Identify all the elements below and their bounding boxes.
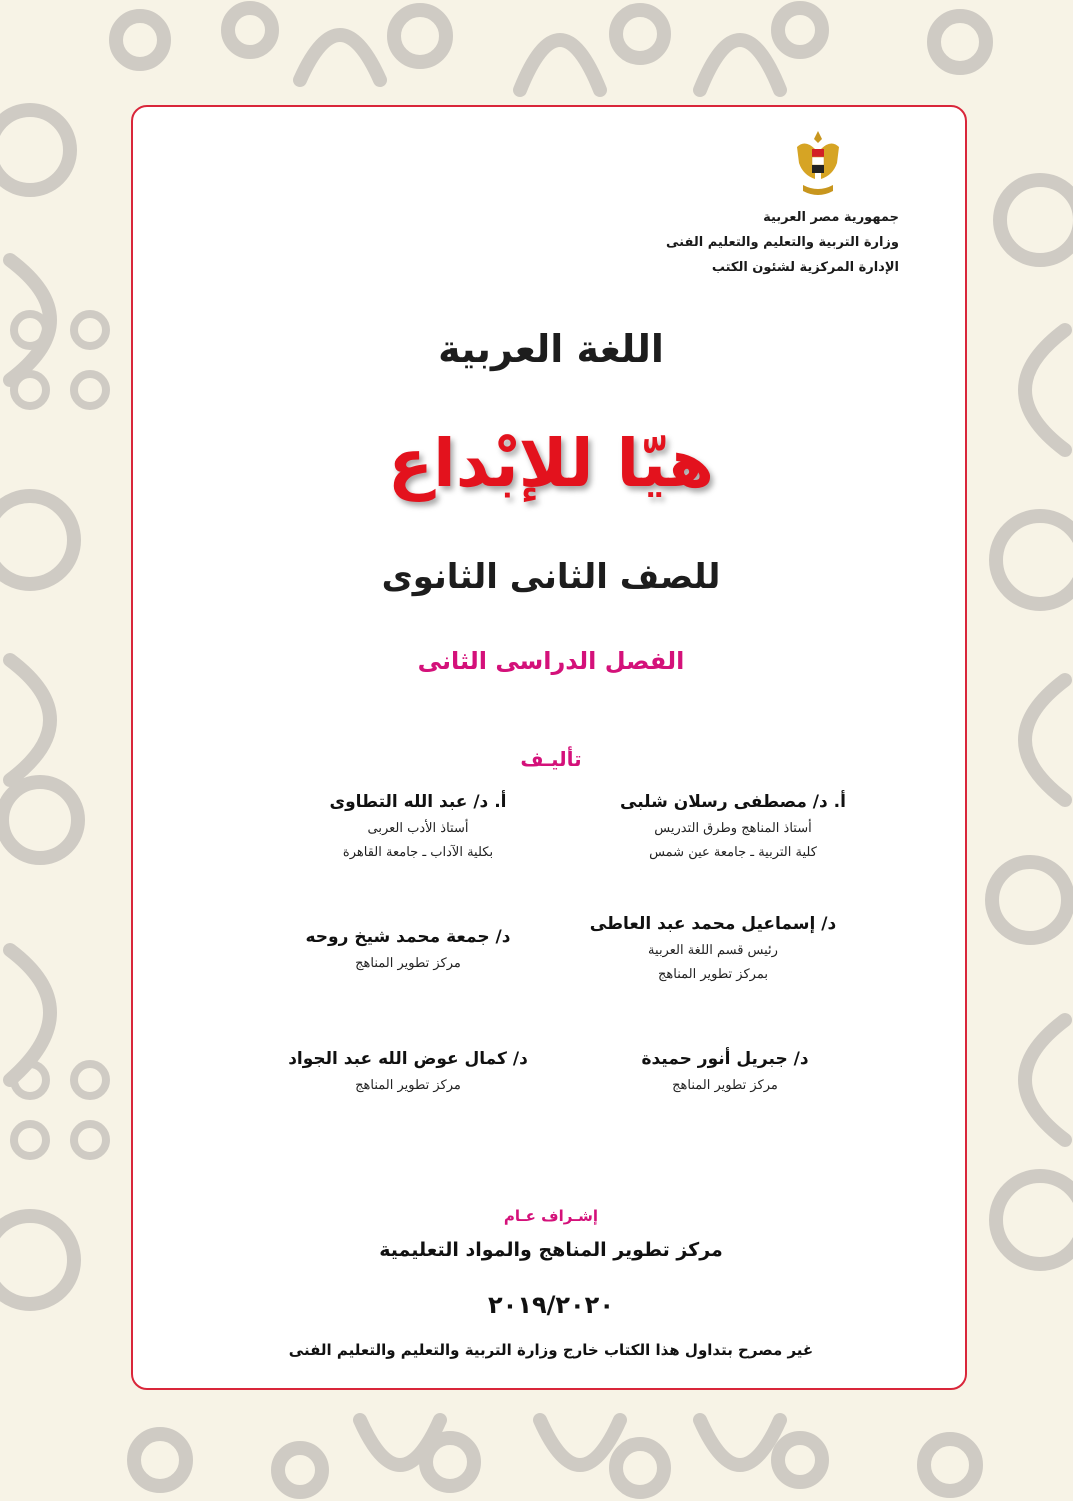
author-name: أ. د/ عبد الله التطاوى bbox=[329, 792, 507, 812]
author-card bbox=[278, 787, 558, 865]
cover-panel bbox=[131, 105, 967, 1390]
egypt-eagle-emblem-icon bbox=[793, 129, 843, 201]
author-title: مركز تطوير المناهج bbox=[672, 1078, 778, 1093]
author-title: أستاذ الأدب العربى bbox=[367, 821, 469, 836]
author-affiliation: بكلية الآداب ـ جامعة القاهرة bbox=[342, 845, 494, 860]
author-title: مركز تطوير المناهج bbox=[355, 956, 461, 971]
book-title: هيّا للإبْداع bbox=[388, 425, 714, 502]
distribution-notice: غير مصرح بتداول هذا الكتاب خارج وزارة التربية والتعليم والتعليم الفنى bbox=[288, 1341, 814, 1359]
author-affiliation: كلية التربية ـ جامعة عين شمس bbox=[649, 845, 817, 860]
author-title: رئيس قسم اللغة العربية bbox=[648, 943, 778, 958]
author-name: د/ جبريل أنور حميدة bbox=[641, 1049, 809, 1069]
author-card bbox=[573, 909, 853, 987]
ministry-name: وزارة التربية والتعليم والتعليم الفنى bbox=[666, 235, 899, 250]
supervisor-name: مركز تطوير المناهج والمواد التعليمية bbox=[379, 1239, 723, 1261]
department-name: الإدارة المركزية لشئون الكتب bbox=[711, 260, 899, 275]
issuing-authority bbox=[666, 205, 899, 280]
authors-heading: تأليـف bbox=[520, 747, 582, 771]
grade-level: للصف الثانى الثانوى bbox=[381, 557, 721, 597]
author-card bbox=[585, 1044, 865, 1098]
author-name: د/ إسماعيل محمد عبد العاطى bbox=[589, 914, 837, 934]
supervision-label: إشـراف عـام bbox=[503, 1207, 599, 1225]
author-name: د/ كمال عوض الله عبد الجواد bbox=[288, 1049, 528, 1069]
author-card bbox=[268, 1044, 548, 1098]
semester: الفصل الدراسى الثانى bbox=[417, 647, 685, 675]
author-name: أ. د/ مصطفى رسلان شلبى bbox=[620, 792, 846, 812]
author-card bbox=[268, 922, 548, 976]
author-title: مركز تطوير المناهج bbox=[355, 1078, 461, 1093]
subject-title: اللغة العربية bbox=[438, 327, 664, 371]
country-name: جمهورية مصر العربية bbox=[763, 210, 899, 225]
author-affiliation: بمركز تطوير المناهج bbox=[658, 967, 768, 982]
academic-year: ٢٠١٩/٢٠٢٠ bbox=[488, 1291, 614, 1319]
author-title: أستاذ المناهج وطرق التدريس bbox=[654, 821, 812, 836]
author-card bbox=[593, 787, 873, 865]
author-name: د/ جمعة محمد شيخ روحه bbox=[305, 927, 511, 947]
